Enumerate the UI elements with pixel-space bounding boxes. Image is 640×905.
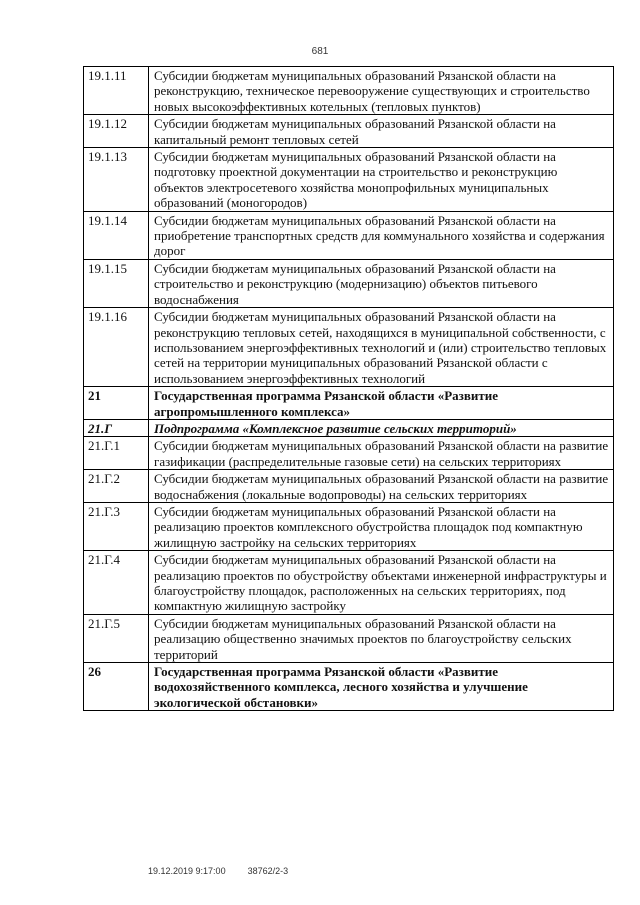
row-code: 19.1.16	[84, 308, 149, 387]
row-code: 21.Г.5	[84, 614, 149, 662]
row-code: 19.1.12	[84, 115, 149, 148]
row-text: Субсидии бюджетам муниципальных образований Рязанской области на развитие газификации (распределительные газовые сети) на сельских территориях	[149, 437, 614, 470]
row-code: 21.Г.1	[84, 437, 149, 470]
row-code: 26	[84, 663, 149, 711]
row-text: Субсидии бюджетам муниципальных образований Рязанской области на капитальный ремонт тепловых сетей	[149, 115, 614, 148]
row-code: 21.Г	[84, 419, 149, 436]
table-row	[84, 115, 614, 148]
row-code: 21.Г.4	[84, 551, 149, 615]
footer-datetime: 19.12.2019 9:17:00	[148, 866, 226, 876]
table-row	[84, 148, 614, 212]
row-text: Субсидии бюджетам муниципальных образований Рязанской области на реконструкцию, техническое перевооружение существующих и строительство новых высокоэффективных котельных (тепловых пунктов)	[149, 67, 614, 115]
page-number: 681	[311, 46, 329, 57]
row-code: 19.1.13	[84, 148, 149, 212]
row-text: Субсидии бюджетам муниципальных образований Рязанской области на реконструкцию тепловых сетей, находящихся в муниципальной собственности, с использованием энергоэффективных технологий и (или) строительство тепловых сетей на территории муниципальных образований Рязанской области с использованием энергоэффективных технологий	[149, 308, 614, 387]
subsidies-table	[83, 66, 614, 711]
row-text: Субсидии бюджетам муниципальных образований Рязанской области на приобретение транспортных средств для коммунального хозяйства и содержания дорог	[149, 211, 614, 259]
row-code: 19.1.11	[84, 67, 149, 115]
row-text: Подпрограмма «Комплексное развитие сельских территорий»	[149, 419, 614, 436]
table-body	[84, 67, 614, 711]
row-text: Субсидии бюджетам муниципальных образований Рязанской области на развитие водоснабжения (локальные водопроводы) на сельских территориях	[149, 470, 614, 503]
table-row	[84, 470, 614, 503]
table-row	[84, 419, 614, 436]
row-code: 21.Г.2	[84, 470, 149, 503]
table-row	[84, 551, 614, 615]
table-row	[84, 211, 614, 259]
row-code: 21	[84, 387, 149, 420]
row-text: Государственная программа Рязанской области «Развитие агропромышленного комплекса»	[149, 387, 614, 420]
page-footer	[148, 866, 310, 876]
row-text: Субсидии бюджетам муниципальных образований Рязанской области на реализацию проектов по обустройству объектами инженерной инфраструктуры и благоустройству площадок, расположенных на сельских территориях, под компактную жилищную застройку	[149, 551, 614, 615]
table-row	[84, 614, 614, 662]
row-text: Субсидии бюджетам муниципальных образований Рязанской области на строительство и реконструкцию (модернизацию) объектов питьевого водоснабжения	[149, 259, 614, 307]
row-code: 21.Г.3	[84, 502, 149, 550]
table-row	[84, 663, 614, 711]
table-row	[84, 259, 614, 307]
table-row	[84, 308, 614, 387]
row-code: 19.1.14	[84, 211, 149, 259]
row-text: Субсидии бюджетам муниципальных образований Рязанской области на реализацию проектов комплексного обустройства площадок под компактную жилищную застройку на сельских территориях	[149, 502, 614, 550]
table-row	[84, 387, 614, 420]
row-text: Субсидии бюджетам муниципальных образований Рязанской области на подготовку проектной документации на строительство и реконструкцию объектов электросетевого хозяйства монопрофильных муниципальных образований (моногородов)	[149, 148, 614, 212]
row-text: Государственная программа Рязанской области «Развитие водохозяйственного комплекса, лесного хозяйства и улучшение экологической обстановки»	[149, 663, 614, 711]
table-row	[84, 67, 614, 115]
row-code: 19.1.15	[84, 259, 149, 307]
row-text: Субсидии бюджетам муниципальных образований Рязанской области на реализацию общественно значимых проектов по благоустройству сельских территорий	[149, 614, 614, 662]
table-row	[84, 437, 614, 470]
table-row	[84, 502, 614, 550]
footer-doc-id: 38762/2-3	[247, 866, 289, 876]
